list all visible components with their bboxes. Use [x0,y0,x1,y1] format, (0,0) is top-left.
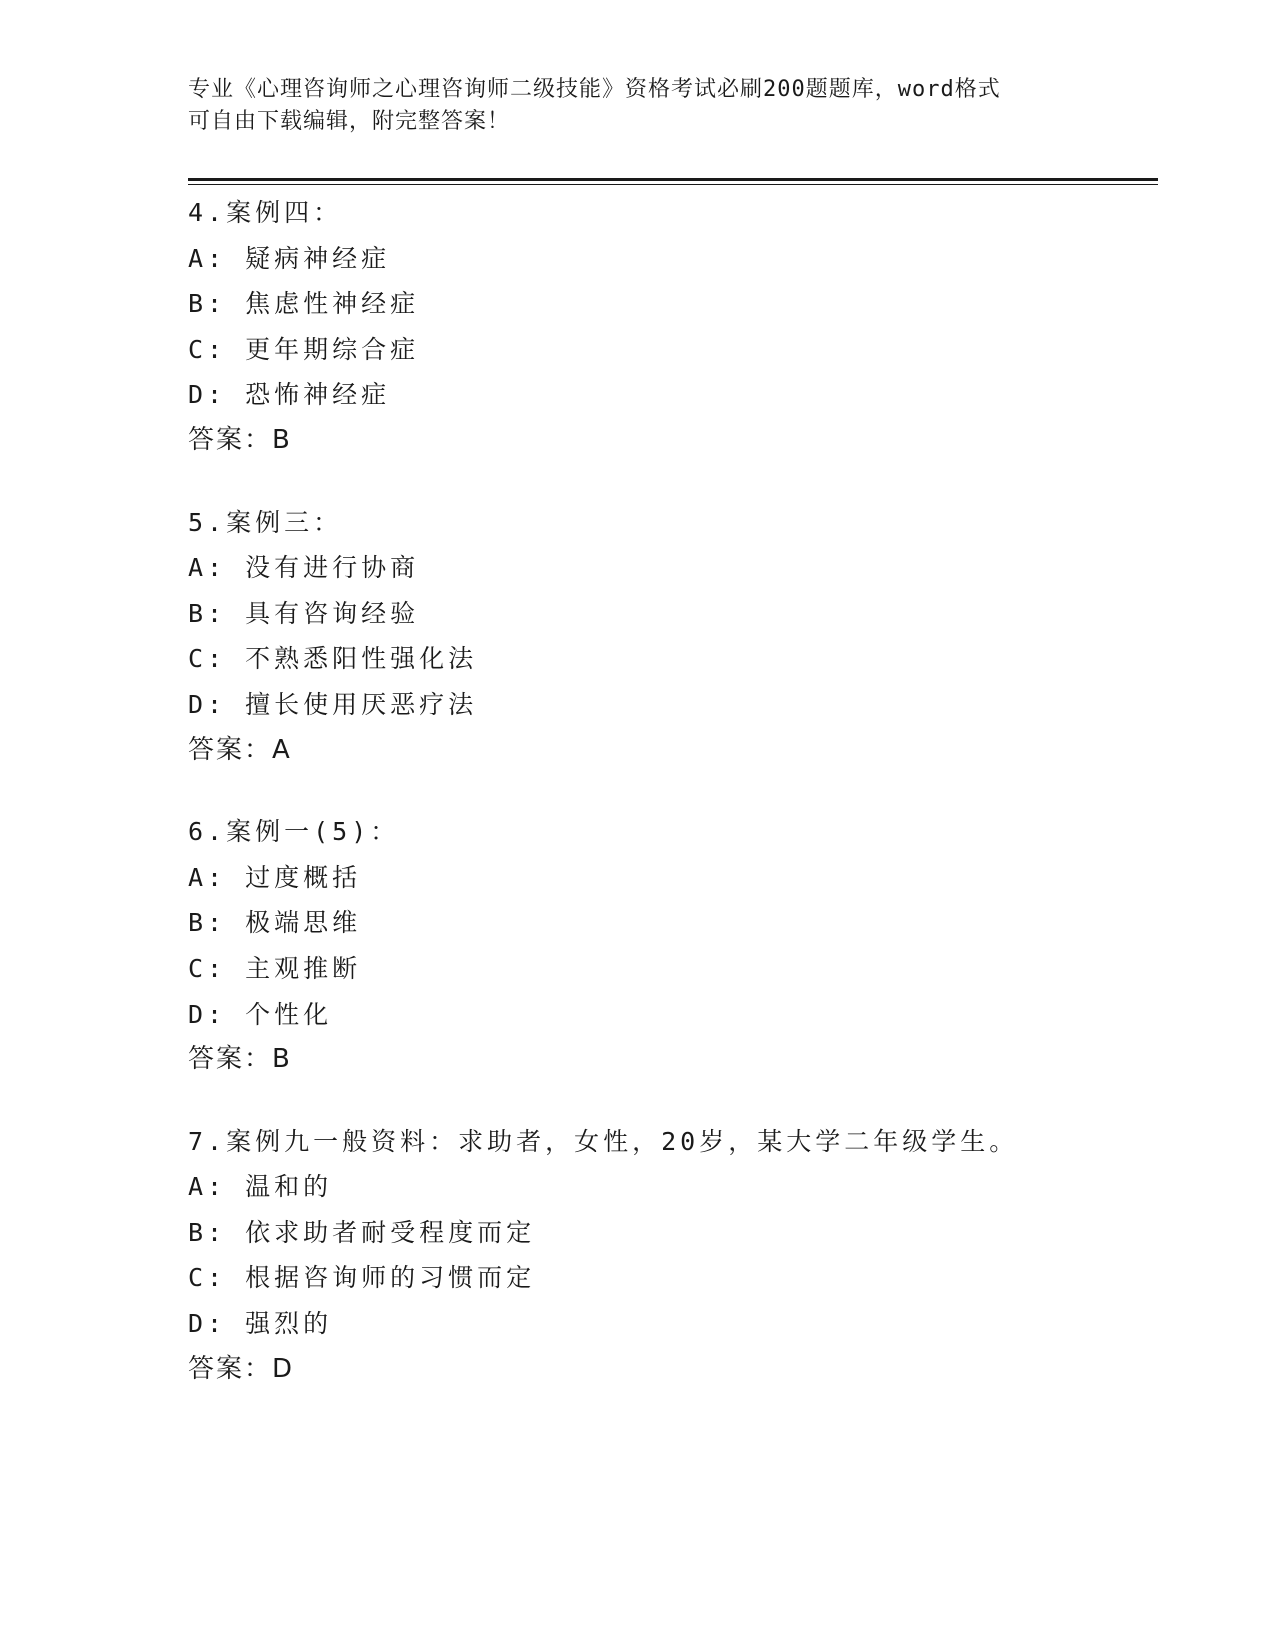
header-divider-thick [188,178,1158,181]
option-a: A: 没有进行协商 [188,553,420,583]
option-b: B: 极端思维 [188,908,362,938]
question-item [188,1119,1158,1393]
option-d: D: 擅长使用厌恶疗法 [188,689,478,719]
question-stem: 7.案例九一般资料：求助者，女性，20岁，某大学二年级学生。 [188,1126,1019,1156]
question-item [188,190,1158,464]
question-item [188,809,1158,1083]
option-d: D: 个性化 [188,999,333,1029]
question-item [188,500,1158,774]
option-c: C: 更年期综合症 [188,334,420,364]
option-d: D: 强烈的 [188,1309,333,1339]
option-c: C: 不熟悉阳性强化法 [188,644,478,674]
question-stem: 4.案例四： [188,198,343,227]
option-a: A: 温和的 [188,1172,333,1202]
option-d: D: 恐怖神经症 [188,380,391,410]
option-c: C: 根据咨询师的习惯而定 [188,1263,536,1293]
answer-line: 答案：B [188,424,292,455]
answer-line: 答案：A [188,734,292,765]
header-divider-thin [188,184,1158,185]
question-stem: 5.案例三： [188,507,343,537]
option-b: B: 依求助者耐受程度而定 [188,1217,536,1247]
header-line-1: 专业《心理咨询师之心理咨询师二级技能》资格考试必刷200题题库，word格式 [188,77,1001,102]
question-stem: 6.案例一(5)： [188,817,400,847]
option-a: A: 疑病神经症 [188,243,391,273]
header-line-2: 可自由下载编辑，附完整答案！ [188,109,511,134]
option-b: B: 具有咨询经验 [188,598,420,628]
option-b: B: 焦虑性神经症 [188,289,420,319]
option-a: A: 过度概括 [188,862,362,892]
answer-line: 答案：B [188,1044,292,1075]
question-list [188,190,1158,1428]
document-header [188,74,1088,138]
option-c: C: 主观推断 [188,953,362,983]
answer-line: 答案：D [188,1353,295,1384]
